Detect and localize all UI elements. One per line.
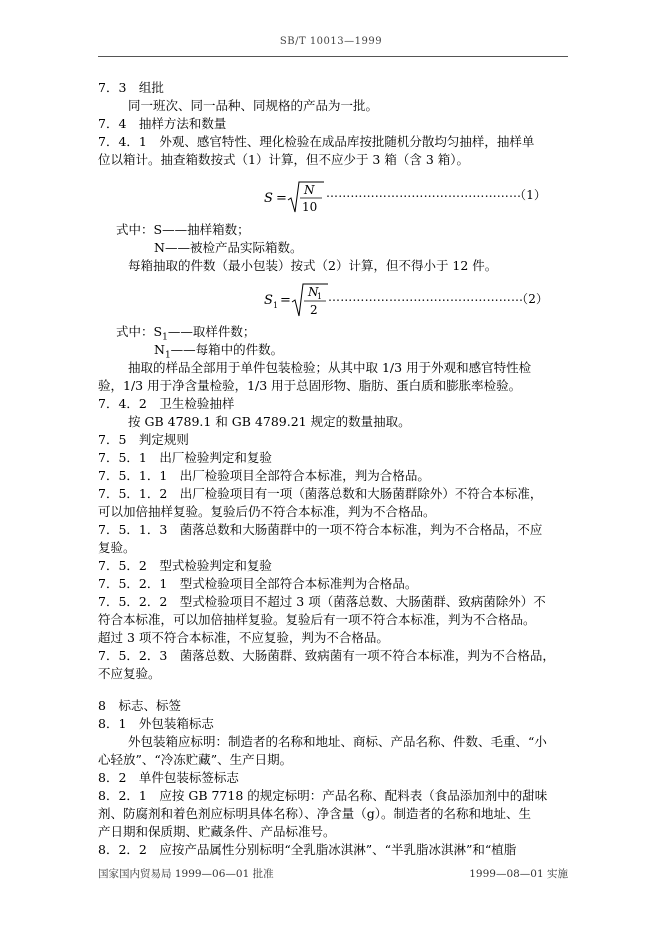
batch-definition: 同一班次、同一品种、同规格的产品为一批。	[128, 98, 379, 113]
formula-2-numerator-sub: 1	[317, 292, 323, 301]
formula-1-number: （1）	[514, 188, 547, 202]
clause-7-5-2-1: 7．5．2．1 型式检验项目全部符合本标准判为合格品。	[98, 576, 418, 591]
standard-code-header: SB/T 10013—1999	[279, 36, 383, 47]
section-7-4-heading: 7．4 抽样方法和数量	[98, 116, 227, 131]
clause-8-2-heading: 8．2 单件包装标签标志	[98, 770, 239, 785]
clause-7-4-2-heading: 7．4．2 卫生检验抽样	[98, 396, 235, 411]
clause-8-1-heading: 8．1 外包装箱标志	[98, 716, 214, 731]
section-7-3-heading: 7．3 组批	[98, 80, 164, 95]
header-rule	[98, 56, 568, 57]
clause-7-5-2-2-line1: 7．5．2．2 型式检验项目不超过 3 项（菌落总数、大肠菌群、致病菌除外）不	[98, 594, 546, 609]
clause-7-5-1-1: 7．5．1．1 出厂检验项目全部符合本标准，判为合格品。	[98, 468, 430, 483]
clause-7-5-1-3-line2: 复验。	[98, 540, 136, 555]
formula-1-lhs: S	[264, 191, 273, 206]
clause-7-5-2-2-line2: 符合本标准，可以加倍抽样复验。复验后有一项不符合本标准，判为不合格品。	[98, 612, 536, 627]
formula-2-number: （2）	[516, 292, 549, 306]
formula-2-numerator: N	[308, 285, 319, 299]
clause-7-4-2-body: 按 GB 4789.1 和 GB 4789.21 规定的数量抽取。	[128, 414, 411, 429]
footer-effective: 1999—08—01 实施	[469, 868, 568, 880]
legend-n1-sub: 1	[164, 350, 171, 361]
per-box-sampling: 每箱抽取的件数（最小包装）按式（2）计算，但不得小于 12 件。	[128, 258, 498, 273]
formula-2-equals: =	[280, 293, 291, 308]
clause-7-5-1-heading: 7．5．1 出厂检验判定和复验	[98, 450, 272, 465]
legend-s1-sub: 1	[162, 332, 168, 343]
clause-7-5-2-2-line3: 超过 3 项不符合本标准，不应复验，判为不合格品。	[98, 630, 389, 645]
clause-7-5-1-2-line2: 可以加倍抽样复验。复验后仍不符合本标准，判为不合格品。	[98, 504, 436, 519]
clause-8-1-body-line1: 外包装箱应标明：制造者的名称和地址、商标、产品名称、件数、毛重、“小	[128, 734, 547, 749]
legend-n1-label: N	[154, 342, 165, 357]
clause-7-5-2-3-line2: 不应复验。	[98, 666, 161, 681]
formula-2-lhs: S	[264, 293, 273, 308]
clause-7-5-2-3-line1: 7．5．2．3 菌落总数、大肠菌群、致病菌有一项不符合本标准，判为不合格品，	[98, 648, 555, 663]
clause-7-5-1-2-line1: 7．5．1．2 出厂检验项目有一项（菌落总数和大肠菌群除外）不符合本标准，	[98, 486, 543, 501]
sample-usage-line1: 抽取的样品全部用于单件包装检验；从其中取 1/3 用于外观和感官特性检	[128, 360, 532, 375]
legend-s1-label: 式中：S	[116, 324, 163, 339]
formula-1-equals: =	[276, 191, 287, 206]
formula-2-denominator: 2	[310, 303, 318, 317]
legend-n1-text: ——每箱中的件数。	[170, 342, 284, 357]
clause-8-2-1-line3: 产日期和保质期、贮藏条件、产品标准号。	[98, 824, 336, 839]
clause-7-5-1-3-line1: 7．5．1．3 菌落总数和大肠菌群中的一项不符合本标准，判为不合格品，不应	[98, 522, 543, 537]
legend-s: 式中：S——抽样箱数；	[116, 222, 250, 237]
clause-7-4-1-line2: 位以箱计。抽查箱数按式（1）计算，但不应少于 3 箱（含 3 箱）。	[98, 152, 470, 167]
formula-2-lhs-sub: 1	[273, 301, 279, 310]
formula-1-numerator: N	[304, 183, 315, 197]
clause-7-5-2-heading: 7．5．2 型式检验判定和复验	[98, 558, 272, 573]
clause-8-1-body-line2: 心轻放”、“冷冻贮藏”、生产日期。	[98, 752, 293, 767]
formula-1-denominator: 10	[302, 200, 318, 214]
legend-n: N——被检产品实际箱数。	[154, 240, 303, 255]
clause-8-2-1-line1: 8．2．1 应按 GB 7718 的规定标明：产品名称、配料表（食品添加剂中的甜味	[98, 788, 548, 803]
footer-approval: 国家国内贸易局 1999—06—01 批准	[98, 868, 274, 880]
formula-1-leader: …………………………………………	[326, 186, 522, 200]
clause-7-4-1-line1: 7．4．1 外观、感官特性、理化检验在成品库按批随机分散均匀抽样，抽样单	[98, 134, 535, 149]
clause-8-2-2-line1: 8．2．2 应按产品属性分别标明“全乳脂冰淇淋”、“半乳脂冰淇淋”和“植脂	[98, 842, 517, 857]
section-8-heading: 8 标志、标签	[98, 698, 181, 713]
clause-8-2-1-line2: 剂、防腐剂和着色剂应标明具体名称）、净含量（g）。制造者的名称和地址、生	[98, 806, 532, 821]
section-7-5-heading: 7．5 判定规则	[98, 432, 189, 447]
formula-2-leader: …………………………………………	[328, 290, 524, 304]
sample-usage-line2: 验，1/3 用于净含量检验，1/3 用于总固形物、脂肪、蛋白质和膨胀率检验。	[98, 378, 522, 393]
legend-s1-text: ——取样件数；	[167, 324, 256, 339]
